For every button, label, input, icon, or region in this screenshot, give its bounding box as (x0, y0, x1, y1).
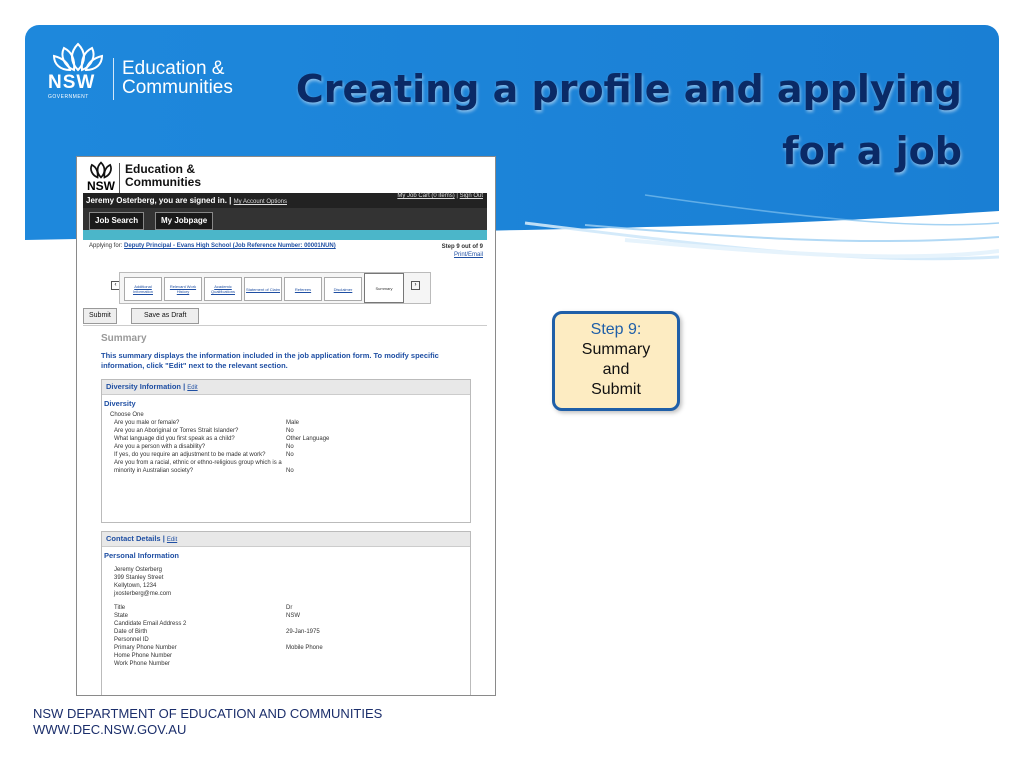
row-question: Work Phone Number (114, 661, 170, 667)
row-question: If yes, do you require an adjustment to be made at work? (114, 452, 266, 458)
contact-section-title: Contact Details (106, 534, 161, 543)
step-referees[interactable]: Referees (284, 277, 322, 301)
submit-button[interactable]: Submit (83, 308, 117, 324)
applying-label: Applying for: (89, 243, 123, 249)
tab-job-search[interactable]: Job Search (89, 212, 144, 230)
contact-section (101, 531, 471, 696)
screenshot-logo-line1: Education & (125, 162, 196, 176)
row-answer: NSW (286, 613, 300, 619)
steps-next-arrow-icon[interactable]: › (411, 281, 420, 290)
diversity-row (102, 459, 470, 475)
waratah-icon (85, 161, 117, 179)
slide-title-line1: Creating a profile and applying (295, 67, 962, 111)
main-nav (83, 208, 487, 230)
steps-prev-arrow-icon[interactable]: ‹ (111, 281, 120, 290)
application-steps (119, 272, 431, 304)
nav-accent-bar (83, 230, 487, 240)
step-academic-qualifications[interactable]: Academic Qualifications (204, 277, 242, 301)
row-question: Are you from a racial, ethnic or ethno-religious group which is a minority in Australian society? (114, 460, 282, 474)
logo-name (122, 59, 233, 97)
row-answer: Male (286, 420, 300, 426)
contact-row (102, 604, 470, 612)
logo-divider (113, 58, 114, 100)
step-summary[interactable]: Summary (364, 273, 404, 303)
address-line: Jeremy Osterberg (114, 567, 163, 573)
contact-row (102, 620, 470, 628)
row-answer: No (286, 444, 294, 450)
toolbar-divider (83, 325, 487, 326)
logo-name-line1: Education & (122, 58, 225, 79)
slide-title-line2: for a job (782, 129, 962, 173)
row-question: Home Phone Number (114, 653, 173, 659)
application-screenshot (76, 156, 496, 696)
contact-row (102, 652, 470, 660)
diversity-row (102, 427, 470, 435)
screenshot-nsw-mark: NSW (87, 179, 115, 193)
logo-name-line2: Communities (122, 77, 233, 98)
screenshot-logo-divider (119, 163, 120, 197)
row-question: Candidate Email Address 2 (114, 621, 187, 627)
contact-edit-link[interactable]: Edit (166, 537, 178, 543)
row-answer: No (286, 428, 294, 434)
row-question: Date of Birth (114, 629, 148, 635)
row-question: Are you an Aboriginal or Torres Strait Islander? (114, 428, 239, 434)
contact-row (102, 636, 470, 644)
save-draft-button[interactable]: Save as Draft (131, 308, 199, 324)
screenshot-logo-name (125, 163, 201, 189)
contact-row (102, 644, 470, 652)
address-line: Kellytown, 1234 (114, 583, 157, 589)
row-question: Are you male or female? (114, 420, 180, 426)
row-answer: Mobile Phone (286, 645, 323, 651)
account-links: My Job Cart (0 items) | Sign Out (397, 193, 483, 199)
account-options-link[interactable]: My Account Options (233, 199, 287, 205)
step-disclaimer[interactable]: Disclaimer (324, 277, 362, 301)
government-label: GOVERNMENT (48, 94, 89, 100)
row-answer: Other Language (286, 436, 330, 442)
sign-out-link[interactable]: Sign Out (459, 193, 483, 199)
tab-my-jobpage[interactable]: My Jobpage (155, 212, 213, 230)
row-question: Are you a person with a disability? (114, 444, 206, 450)
step-additional-information[interactable]: Additional Information (124, 277, 162, 301)
address-line: 399 Stanley Street (114, 575, 164, 581)
print-email-link[interactable]: Print/Email (453, 252, 483, 258)
diversity-row (102, 435, 470, 443)
callout-line3: and (602, 361, 630, 378)
diversity-row (102, 451, 470, 459)
screenshot-logo-line2: Communities (125, 175, 202, 189)
row-question: What language did you first speak as a child? (114, 436, 235, 442)
diversity-section-header: Diversity Information | Edit (102, 380, 470, 395)
diversity-section-title: Diversity Information (106, 382, 182, 391)
step-relevant-work-history[interactable]: Relevant Work History (164, 277, 202, 301)
row-question: Personnel ID (114, 637, 149, 643)
step-count: Step 9 out of 9 (441, 244, 483, 250)
callout-line2: Summary (581, 341, 651, 358)
address-block (102, 566, 470, 598)
job-cart-link[interactable]: My Job Cart (0 items) (397, 193, 455, 199)
diversity-row (102, 419, 470, 427)
contact-row (102, 660, 470, 668)
diversity-edit-link[interactable]: Edit (187, 385, 198, 391)
address-line: jxosterberg@me.com (114, 591, 172, 597)
nsw-education-logo (48, 42, 268, 102)
row-answer: 29-Jan-1975 (286, 629, 320, 635)
row-question: Primary Phone Number (114, 645, 177, 651)
row-answer: No (286, 452, 294, 458)
row-answer: No (286, 468, 294, 474)
step-callout (552, 311, 680, 411)
summary-heading: Summary (101, 333, 147, 344)
diversity-section (101, 379, 471, 523)
row-answer: Dr (286, 605, 293, 611)
row-question: Title (114, 605, 126, 611)
footer-website: WWW.DEC.NSW.GOV.AU (33, 722, 187, 737)
step-indicator (423, 243, 483, 259)
choose-one-label: Choose One (110, 412, 144, 418)
callout-step: Step 9: (590, 321, 642, 338)
summary-intro: This summary displays the information included in the job application form. To modify specific information, click "Edit" next to the relevant section. (101, 351, 439, 370)
personal-info-subheading: Personal Information (104, 551, 180, 560)
contact-row (102, 612, 470, 620)
diversity-row (102, 443, 470, 451)
contact-section-header: Contact Details | Edit (102, 532, 470, 547)
diversity-subheading: Diversity (104, 399, 136, 408)
waratah-icon (50, 42, 106, 72)
applying-for (89, 243, 336, 249)
contact-row (102, 628, 470, 636)
slide-footer (33, 706, 382, 738)
signed-in-text: Jeremy Osterberg, you are signed in. (86, 196, 227, 205)
callout-line4: Submit (591, 381, 641, 398)
nsw-mark: NSW (48, 72, 96, 93)
row-question: State (114, 613, 129, 619)
account-bar: Jeremy Osterberg, you are signed in. | My Account Options My Job Cart (0 items) | Sign Out (83, 193, 487, 208)
footer-department: NSW DEPARTMENT OF EDUCATION AND COMMUNITIES (33, 706, 383, 721)
step-statement-of-claim[interactable]: Statement of Claim (244, 277, 282, 301)
job-title-link[interactable]: Deputy Principal - Evans High School (Job Reference Number: 00001NUN) (124, 243, 336, 249)
